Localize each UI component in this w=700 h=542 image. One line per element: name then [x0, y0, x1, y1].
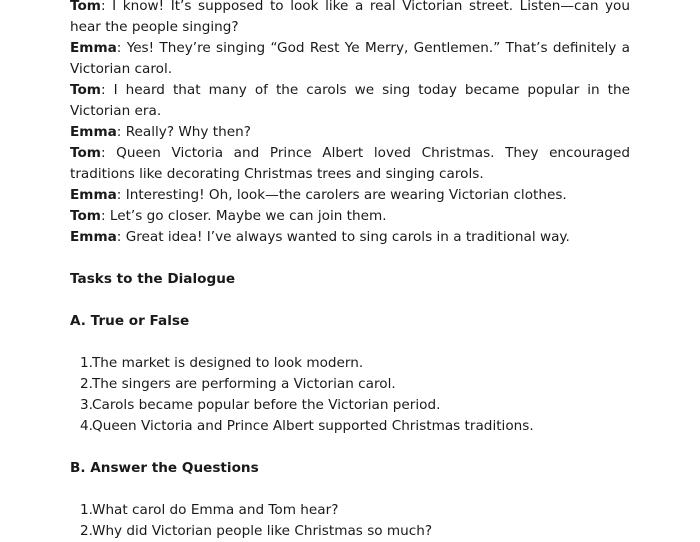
item-text: The market is designed to look modern. [92, 355, 364, 371]
item-text: Why did Victorian people like Christmas so much? [92, 523, 433, 539]
list-item [70, 500, 630, 521]
dialogue-text: : Queen Victoria and Prince Albert loved Christmas. They encouraged traditions like decorating Christmas trees and singing carols. [70, 145, 630, 182]
list-item [70, 353, 630, 374]
item-text: The singers are performing a Victorian carol. [92, 376, 396, 392]
speaker-name: Emma [70, 40, 117, 56]
list-item [70, 374, 630, 395]
item-text: Carols became popular before the Victorian period. [92, 397, 441, 413]
true-false-list [70, 353, 630, 437]
speaker-name: Emma [70, 229, 117, 245]
dialogue-text: : I heard that many of the carols we sing today became popular in the Victorian era. [70, 82, 630, 119]
tasks-heading: Tasks to the Dialogue [70, 271, 236, 287]
dialogue-line [70, 206, 630, 227]
dialogue-text: : Interesting! Oh, look—the carolers are wearing Victorian clothes. [116, 187, 567, 203]
item-number: 2. [80, 523, 93, 539]
dialogue-text: : Yes! They’re singing “God Rest Ye Merry, Gentlemen.” That’s definitely a Victorian carol. [70, 40, 630, 77]
list-item [70, 395, 630, 416]
dialogue-line [70, 80, 630, 122]
item-text: Queen Victoria and Prince Albert supported Christmas traditions. [92, 418, 534, 434]
speaker-name: Tom [70, 82, 101, 98]
speaker-name: Tom [70, 208, 101, 224]
dialogue-line [70, 185, 630, 206]
document-page [70, 0, 630, 542]
item-number: 2. [80, 376, 93, 392]
questions-list [70, 500, 630, 542]
section-a-heading: A. True or False [70, 313, 190, 329]
list-item [70, 521, 630, 542]
dialogue-line [70, 122, 630, 143]
item-number: 1. [80, 502, 93, 518]
item-number: 1. [80, 355, 93, 371]
dialogue-text: : Let’s go closer. Maybe we can join them. [100, 208, 387, 224]
dialogue-text: : Great idea! I’ve always wanted to sing carols in a traditional way. [116, 229, 570, 245]
dialogue-line [70, 227, 630, 248]
dialogue [70, 0, 630, 248]
section-b-heading: B. Answer the Questions [70, 460, 259, 476]
speaker-name: Emma [70, 124, 117, 140]
list-item [70, 416, 630, 437]
item-number: 4. [80, 418, 93, 434]
dialogue-line [70, 0, 630, 38]
item-number: 3. [80, 397, 93, 413]
dialogue-line [70, 143, 630, 185]
dialogue-line [70, 38, 630, 80]
dialogue-text: : I know! It’s supposed to look like a real Victorian street. Listen—can you hear the people singing? [70, 0, 630, 35]
speaker-name: Emma [70, 187, 117, 203]
speaker-name: Tom [70, 145, 101, 161]
item-text: What carol do Emma and Tom hear? [92, 502, 339, 518]
speaker-name: Tom [70, 0, 101, 14]
dialogue-text: : Really? Why then? [116, 124, 251, 140]
